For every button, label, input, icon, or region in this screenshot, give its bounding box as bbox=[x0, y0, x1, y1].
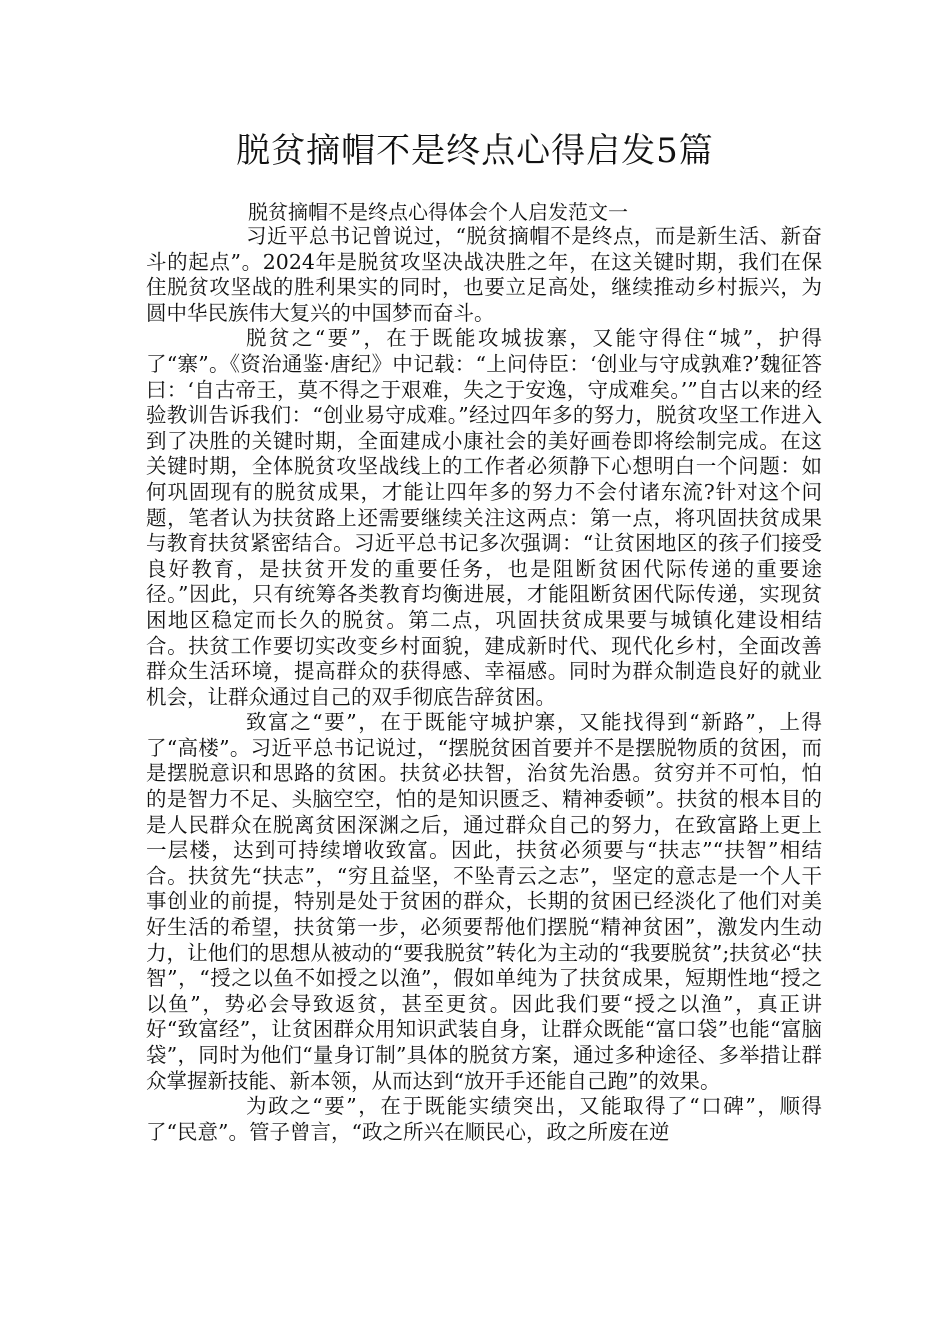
document-subtitle: 脱贫摘帽不是终点心得体会个人启发范文一 bbox=[248, 200, 628, 224]
paragraph-4: 为政之“要”，在于既能实绩突出，又能取得了“口碑”，顺得了“民意”。管子曾言，“政之所兴在顺民心，政之所废在逆 bbox=[146, 1094, 822, 1144]
paragraph-2: 脱贫之“要”，在于既能攻城拔寨，又能守得住“城”，护得了“寨”。《资治通鉴·唐纪》中记载：“上问侍臣：‘创业与守成孰难?’魏征答曰：‘自古帝王，莫不得之于艰难，失之于安逸，守成难矣。’”自古以来的经验教训告诉我们：“创业易守成难。”经过四年多的努力，脱贫攻坚工作进入到了决胜的关键时期，全面建成小康社会的美好画卷即将绘制完成。在这关键时期，全体脱贫攻坚战线上的工作者必须静下心想明白一个问题：如何巩固现有的脱贫成果，才能让四年多的努力不会付诸东流?针对这个问题，笔者认为扶贫路上还需要继续关注这两点：第一点，将巩固扶贫成果与教育扶贫紧密结合。习近平总书记多次强调：“让贫困地区的孩子们接受良好教育，是扶贫开发的重要任务，也是阻断贫困代际传递的重要途径。”因此，只有统筹各类教育均衡进展，才能阻断贫困代际传递，实现贫困地区稳定而长久的脱贫。第二点，巩固扶贫成果要与城镇化建设相结合。扶贫工作要切实改变乡村面貌，建成新时代、现代化乡村，全面改善群众生活环境，提高群众的获得感、幸福感。同时为群众制造良好的就业机会，让群众通过自己的双手彻底告辞贫困。 bbox=[146, 326, 822, 709]
paragraph-3: 致富之“要”，在于既能守城护寨，又能找得到“新路”，上得了“高楼”。习近平总书记说过，“摆脱贫困首要并不是摆脱物质的贫困，而是摆脱意识和思路的贫困。扶贫必扶智，治贫先治愚。贫穷并不可怕，怕的是智力不足、头脑空空，怕的是知识匮乏、精神委顿”。扶贫的根本目的是人民群众在脱离贫困深渊之后，通过群众自己的努力，在致富路上更上一层楼，达到可持续增收致富。因此，扶贫必须要与“扶志”“扶智”相结合。扶贫先“扶志”，“穷且益坚，不坠青云之志”，坚定的意志是一个人干事创业的前提，特别是处于贫困的群众，长期的贫困已经淡化了他们对美好生活的希望，扶贫第一步，必须要帮他们摆脱“精神贫困”，激发内生动力，让他们的思想从被动的“要我脱贫”转化为主动的“我要脱贫”;扶贫必“扶智”，“授之以鱼不如授之以渔”，假如单纯为了扶贫成果，短期性地“授之以鱼”，势必会导致返贫，甚至更贫。因此我们要“授之以渔”，真正讲好“致富经”，让贫困群众用知识武装自身，让群众既能“富口袋”也能“富脑袋”，同时为他们“量身订制”具体的脱贫方案，通过多种途径、多举措让群众掌握新技能、新本领，从而达到“放开手还能自己跑”的效果。 bbox=[146, 710, 822, 1093]
paragraph-1: 习近平总书记曾说过，“脱贫摘帽不是终点，而是新生活、新奋斗的起点”。2024年是脱贫攻坚决战决胜之年，在这关键时期，我们在保住脱贫攻坚战的胜利果实的同时，也要立足高处，继续推动乡村振兴，为圆中华民族伟大复兴的中国梦而奋斗。 bbox=[146, 224, 822, 325]
document-body bbox=[146, 224, 822, 1145]
document-title: 脱贫摘帽不是终点心得启发5篇 bbox=[236, 131, 714, 171]
